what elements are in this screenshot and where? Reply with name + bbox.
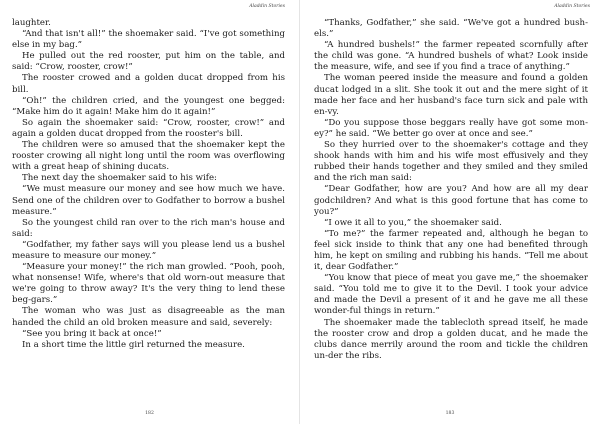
running-head: Aladdin Stories <box>249 4 285 9</box>
paragraph: “Do you suppose those beggars really have got some mon-ey?” he said. “We better go over at once and see.” <box>314 117 588 139</box>
paragraph: The rooster crowed and a golden ducat dropped from his bill. <box>12 73 285 95</box>
running-head: Aladdin Stories <box>554 4 590 9</box>
paragraph: “Godfather, my father says will you please lend us a bushel measure to measure our money.” <box>12 239 285 261</box>
paragraph: “We must measure our money and see how much we have. Send one of the children over to Godfather to borrow a bushel measure.” <box>12 184 285 217</box>
paragraph: The shoemaker made the tablecloth spread itself, he made the rooster crow and drop a golden ducat, and he made the clubs dance merrily around the room and tickle the children un-der the ribs. <box>314 317 588 361</box>
paragraph: He pulled out the red rooster, put him on the table, and said: “Crow, rooster, crow!” <box>12 51 285 73</box>
paragraph: laughter. <box>12 18 51 28</box>
paragraph: So again the shoemaker said: “Crow, rooster, crow!” and again a golden ducat dropped from the rooster's bill. <box>12 117 285 139</box>
paragraph: “To me?” the farmer repeated and, although he began to feel sick inside to think that any one had benefited through him, he kept on smiling and rubbing his hands. “Tell me about it, dear Godfather.” <box>314 228 588 273</box>
paragraph: The children were so amused that the shoemaker kept the rooster crowing all night long until the room was overflowing with a great heap of shining ducats. <box>12 140 285 173</box>
page-body <box>12 18 285 351</box>
paragraph: So they hurried over to the shoemaker's cottage and they shook hands with him and his wife most effusively and they rubbed their hands together and they smiled and they smiled and the rich man said: <box>314 140 588 184</box>
paragraph: “You know that piece of meat you gave me,” the shoemaker said. “You told me to give it to the Devil. I took your advice and made the Devil a present of it and he gave me all these wonder-ful things in return.” <box>314 273 588 317</box>
paragraph: “A hundred bushels!” the farmer repeated scornfully after the child was gone. “A hundred bushels of what? Look inside the measure, wife, and see if you find a trace of anything.” <box>314 40 588 73</box>
paragraph: The woman peered inside the measure and found a golden ducat lodged in a slit. She took it out and the mere sight of it made her face and her husband's face turn sick and pale with en-vy. <box>314 73 588 117</box>
paragraph: In a short time the little girl returned the measure. <box>22 339 245 350</box>
paragraph: “And that isn't all!” the shoemaker said. “I've got something else in my bag.” <box>12 29 285 51</box>
page-number: 182 <box>145 411 154 416</box>
paragraph: The woman who was just as disagreeable as the man handed the child an old broken measure and said, severely: <box>12 306 285 328</box>
paragraph: So the youngest child ran over to the rich man's house and said: <box>12 217 285 239</box>
right-page <box>300 0 600 424</box>
page-number: 183 <box>445 411 455 416</box>
paragraph: The next day the shoemaker said to his wife: <box>22 173 217 184</box>
page-body <box>314 18 588 362</box>
paragraph: “I owe it all to you,” the shoemaker said. <box>324 217 502 228</box>
paragraph: “Measure your money!” the rich man growled. “Pooh, pooh, what nonsense! Wife, where's that old worn-out measure that we're going to throw away? It's the very thing to lend these beg-gars.” <box>12 262 285 306</box>
paragraph: “Oh!” the children cried, and the youngest one begged: “Make him do it again! Make him do it again!” <box>12 95 285 117</box>
paragraph: “Thanks, Godfather,” she said. “We've got a hundred bush-els.” <box>314 18 588 40</box>
paragraph: “Dear Godfather, how are you? And how are all my dear godchildren? And what is this good fortune that has come to you?” <box>314 184 588 217</box>
paragraph: “See you bring it back at once!” <box>22 328 162 339</box>
